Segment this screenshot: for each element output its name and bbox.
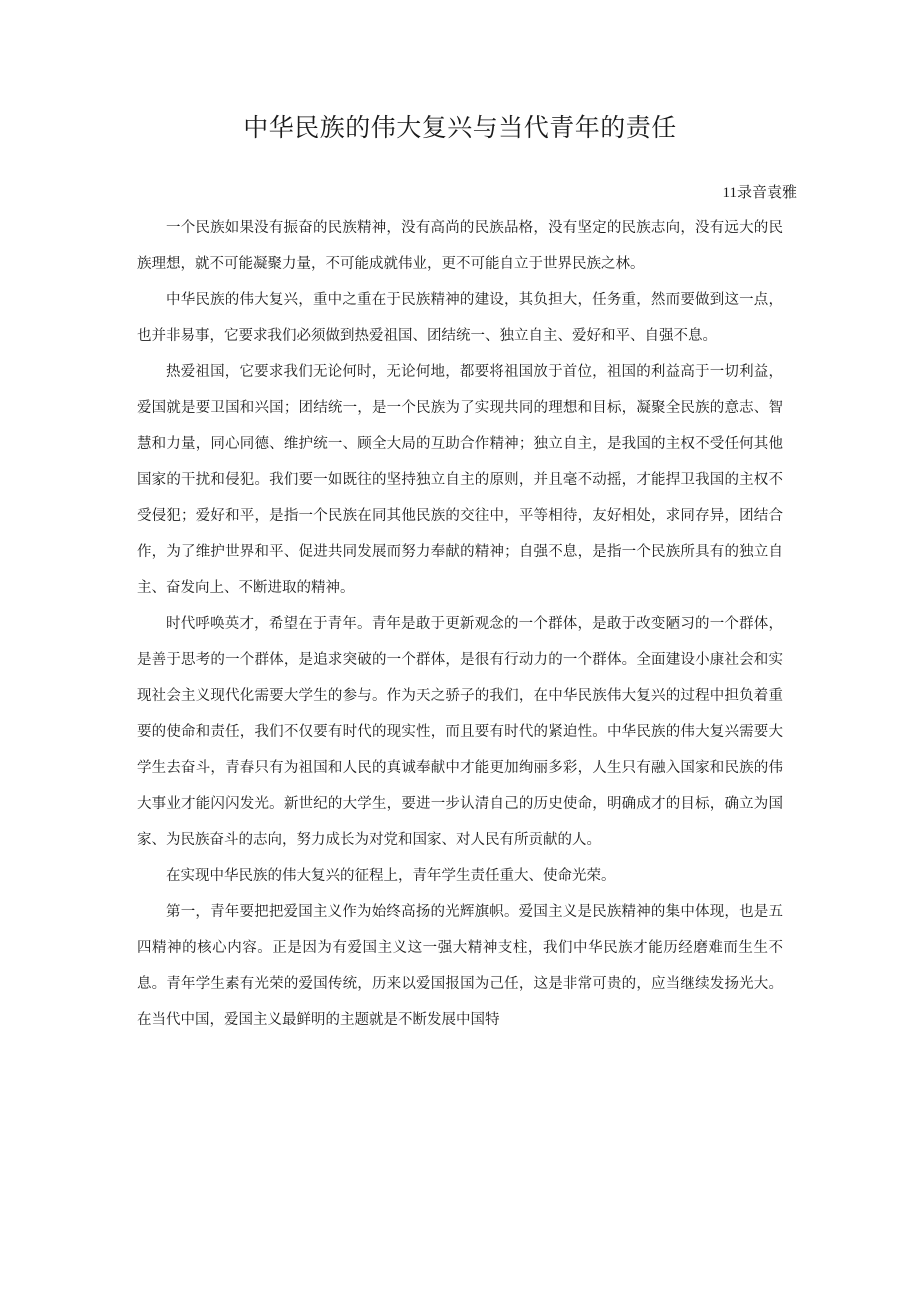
paragraph: 一个民族如果没有振奋的民族精神，没有高尚的民族品格，没有坚定的民族志向，没有远大的民族理想，就不可能凝聚力量，不可能成就伟业，更不可能自立于世界民族之林。	[137, 220, 783, 272]
paragraph: 在实现中华民族的伟大复兴的征程上，青年学生责任重大、使命光荣。	[166, 868, 616, 884]
paragraph: 热爱祖国，它要求我们无论何时，无论何地，都要将祖国放于首位，祖国的利益高于一切利益，爱国就是要卫国和兴国；团结统一，是一个民族为了实现共同的理想和目标，凝聚全民族的意志、智慧和力量，同心同德、维护统一、顾全大局的互助合作精神；独立自主，是我国的主权不受任何其他国家的干扰和侵犯。我们要一如既往的坚持独立自主的原则，并且毫不动摇，才能捍卫我国的主权不受侵犯；爱好和平，是指一个民族在同其他民族的交往中，平等相待，友好相处，求同存异，团结合作，为了维护世界和平、促进共同发展而努力奉献的精神；自强不息，是指一个民族所具有的独立自主、奋发向上、不断进取的精神。	[137, 364, 783, 596]
paragraph: 时代呼唤英才，希望在于青年。青年是敢于更新观念的一个群体，是敢于改变陋习的一个群体，是善于思考的一个群体，是追求突破的一个群体，是很有行动力的一个群体。全面建设小康社会和实现社会主义现代化需要大学生的参与。作为天之骄子的我们，在中华民族伟大复兴的过程中担负着重要的使命和责任，我们不仅要有时代的现实性，而且要有时代的紧迫性。中华民族的伟大复兴需要大学生去奋斗，青春只有为祖国和人民的真诚奉献中才能更加绚丽多彩，人生只有融入国家和民族的伟大事业才能闪闪发光。新世纪的大学生，要进一步认清自己的历史使命，明确成才的目标，确立为国家、为民族奋斗的志向，努力成长为对党和国家、对人民有所贡献的人。	[137, 616, 783, 848]
paragraph: 第一，青年要把把爱国主义作为始终高扬的光辉旗帜。爱国主义是民族精神的集中体现，也是五四精神的核心内容。正是因为有爱国主义这一强大精神支柱，我们中华民族才能历经磨难而生生不息。青年学生素有光荣的爱国传统，历来以爱国报国为己任，这是非常可贵的，应当继续发扬光大。在当代中国，爱国主义最鲜明的主题就是不断发展中国特	[137, 904, 783, 1028]
document-title: 中华民族的伟大复兴与当代青年的责任	[243, 113, 677, 142]
paragraph: 中华民族的伟大复兴，重中之重在于民族精神的建设，其负担大，任务重，然而要做到这一点，也并非易事，它要求我们必须做到热爱祖国、团结统一、独立自主、爱好和平、自强不息。	[137, 292, 783, 344]
document-body	[137, 210, 783, 1038]
document-author: 11录音袁雅	[722, 185, 797, 201]
